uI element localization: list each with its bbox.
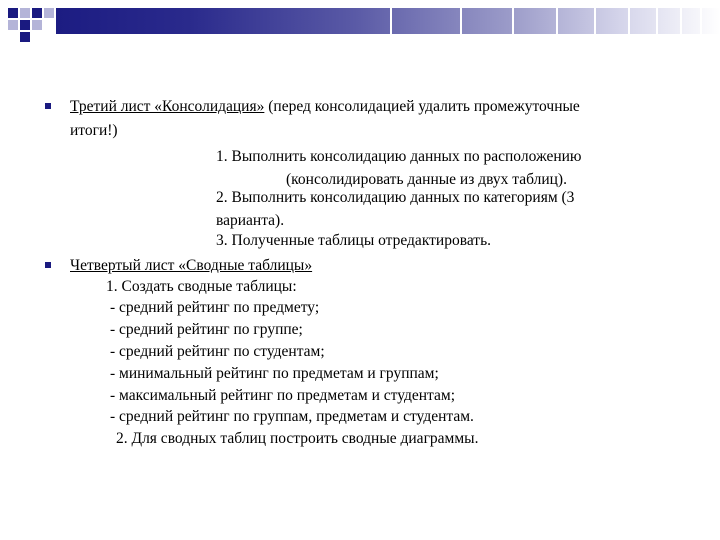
section1-item: 3. Полученные таблицы отредактировать. (216, 232, 492, 249)
section2-item: - минимальный рейтинг по предметам и группам; (110, 365, 439, 382)
section1-note-cont: итоги!) (70, 122, 118, 139)
bullet-icon (45, 262, 51, 268)
section1-note: (перед консолидацией удалить промежуточные (264, 98, 580, 115)
bullet-icon (45, 103, 51, 109)
section2-item: - средний рейтинг по группе; (110, 321, 303, 338)
section2-title: Четвертый лист «Сводные таблицы» (70, 257, 313, 274)
section2-item: - максимальный рейтинг по предметам и студентам; (110, 387, 456, 404)
section1-item: варианта). (216, 212, 285, 229)
section1-heading-line (70, 96, 580, 117)
section1-item: (консолидировать данные из двух таблиц). (286, 171, 567, 188)
section2-item: - средний рейтинг по студентам; (110, 343, 325, 360)
section2-item: 2. Для сводных таблиц построить сводные диаграммы. (116, 430, 479, 447)
section2-item: - средний рейтинг по предмету; (110, 299, 320, 316)
section1-item: 2. Выполнить консолидацию данных по категориям (3 (216, 189, 575, 206)
section1-title: Третий лист «Консолидация» (70, 98, 265, 115)
section2-item: - средний рейтинг по группам, предметам и студентам. (110, 408, 474, 425)
section1-item: 1. Выполнить консолидацию данных по расположению (216, 148, 582, 165)
section2-item: 1. Создать сводные таблицы: (106, 278, 297, 295)
